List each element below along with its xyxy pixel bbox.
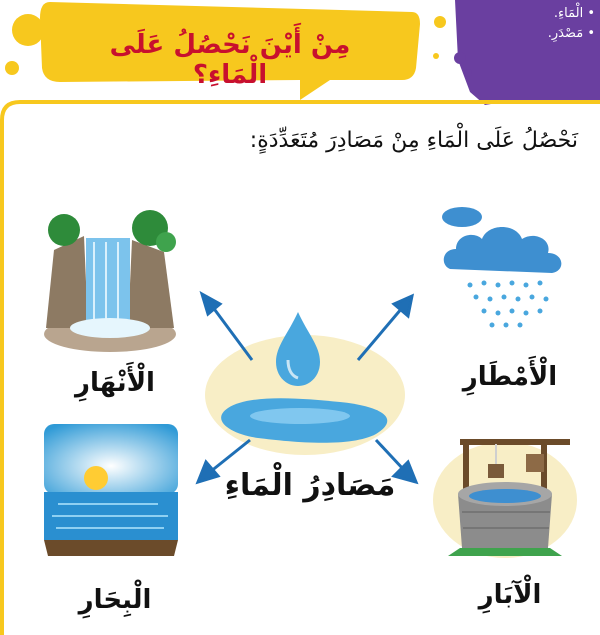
rain-cloud-icon: [440, 205, 575, 335]
label-rivers: الْأَنْهَارِ: [75, 368, 155, 398]
keyword-item: • الْمَاءِ.: [553, 6, 595, 21]
water-drop-icon: [276, 312, 320, 386]
label-wells: الْآبَارِ: [478, 580, 542, 610]
yellow-dot: [5, 61, 19, 75]
purple-dot: [454, 52, 466, 64]
page-title: مِنْ أَيْنَ نَحْصُلُ عَلَى الْمَاءِ؟: [109, 30, 351, 90]
yellow-dot: [434, 16, 446, 28]
arrow-to-wells: [376, 440, 404, 470]
arrow-to-rain: [358, 308, 402, 360]
intro-text: نَحْصُلُ عَلَى الْمَاءِ مِنْ مَصَادِرَ مُتَعَدِّدَةٍ:: [249, 128, 578, 153]
label-seas: الْبِحَارِ: [78, 585, 152, 615]
keyword-item: • مَصْدَرِ.: [547, 26, 595, 41]
arrow-to-rivers: [212, 306, 252, 360]
purple-dot: [464, 69, 472, 77]
label-rain: الْأَمْطَارِ: [462, 362, 558, 392]
center-label: مَصَادِرُ الْمَاءِ: [224, 468, 396, 503]
water-sources-diagram: [180, 290, 440, 490]
keyword-list: [515, 4, 595, 44]
yellow-dot: [433, 53, 439, 59]
waterfall-icon: [40, 210, 180, 355]
well-icon: [430, 420, 580, 560]
yellow-dot: [12, 14, 44, 46]
sea-icon: [38, 420, 183, 560]
